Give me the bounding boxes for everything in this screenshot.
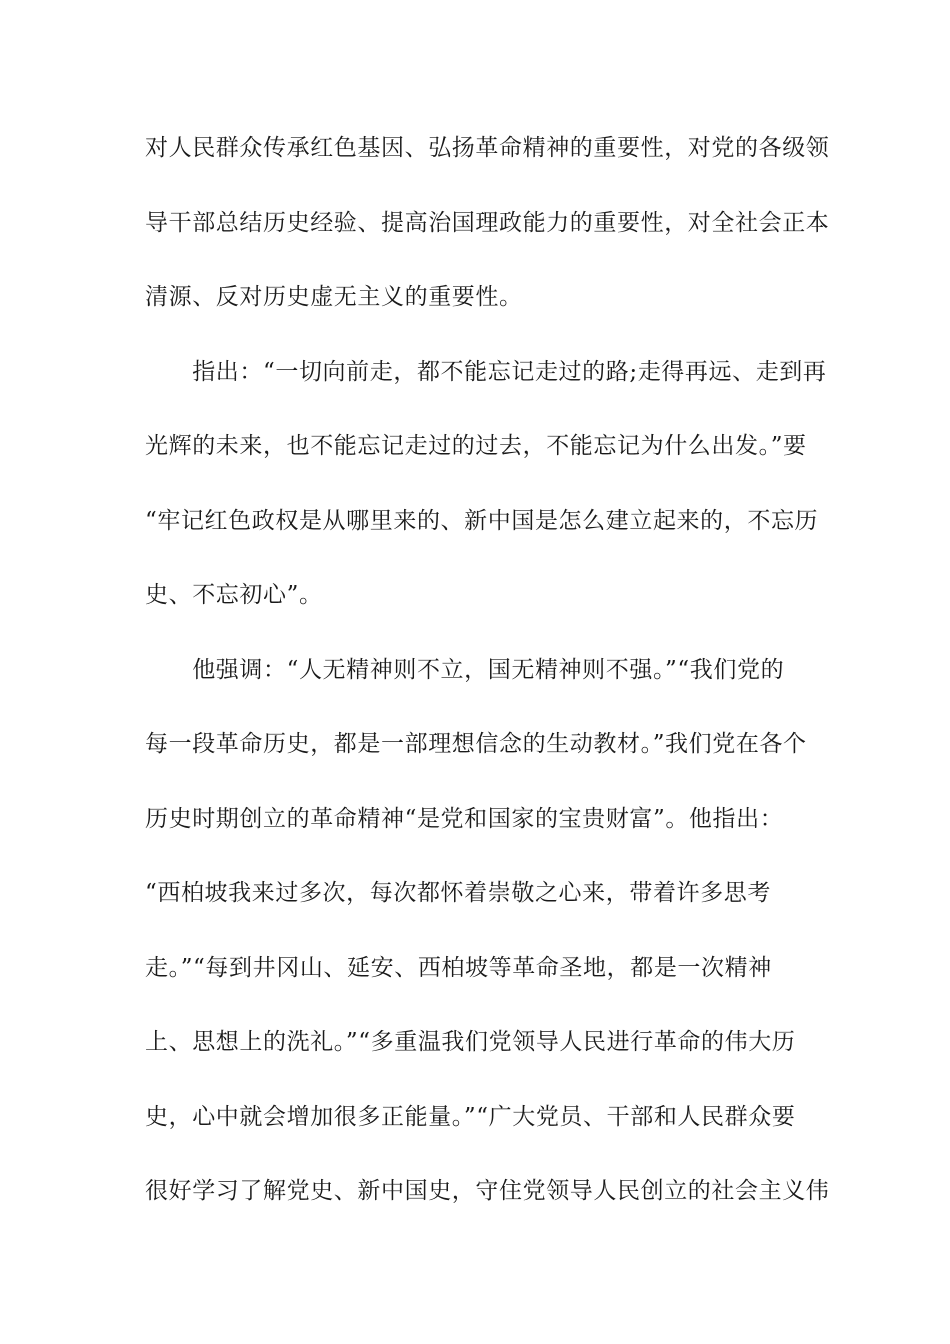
text-line: “西柏坡我来过多次，每次都怀着崇敬之心来，带着许多思考 [145, 880, 771, 906]
text-line: 导干部总结历史经验、提高治国理政能力的重要性，对全社会正本 [145, 209, 830, 236]
text-line: 指出：“一切向前走，都不能忘记走过的路;走得再远、走到再 [145, 358, 827, 385]
text-line: 史，心中就会增加很多正能量。”“广大党员、干部和人民群众要 [145, 1103, 796, 1130]
text-line: 每一段革命历史，都是一部理想信念的生动教材。”我们党在各个 [145, 731, 807, 757]
text-line: 对人民群众传承红色基因、弘扬革命精神的重要性，对党的各级领 [145, 135, 830, 161]
body-text [145, 128, 830, 1246]
text-line: 上、思想上的洗礼。”“多重温我们党领导人民进行革命的伟大历 [145, 1029, 796, 1055]
text-line: 很好学习了解党史、新中国史，守住党领导人民创立的社会主义伟 [145, 1178, 830, 1204]
text-line: 光辉的未来，也不能忘记走过的过去，不能忘记为什么出发。”要 [145, 433, 807, 459]
text-line: 史、不忘初心”。 [145, 582, 323, 608]
text-line: 历史时期创立的革命精神“是党和国家的宝贵财富”。他指出： [145, 805, 784, 832]
text-line: “牢记红色政权是从哪里来的、新中国是怎么建立起来的，不忘历 [145, 507, 819, 534]
text-line: 走。”“每到井冈山、延安、西柏坡等革命圣地，都是一次精神 [145, 954, 772, 981]
text-line: 清源、反对历史虚无主义的重要性。 [145, 284, 523, 310]
text-line: 他强调：“人无精神则不立，国无精神则不强。”“我们党的 [145, 656, 785, 683]
